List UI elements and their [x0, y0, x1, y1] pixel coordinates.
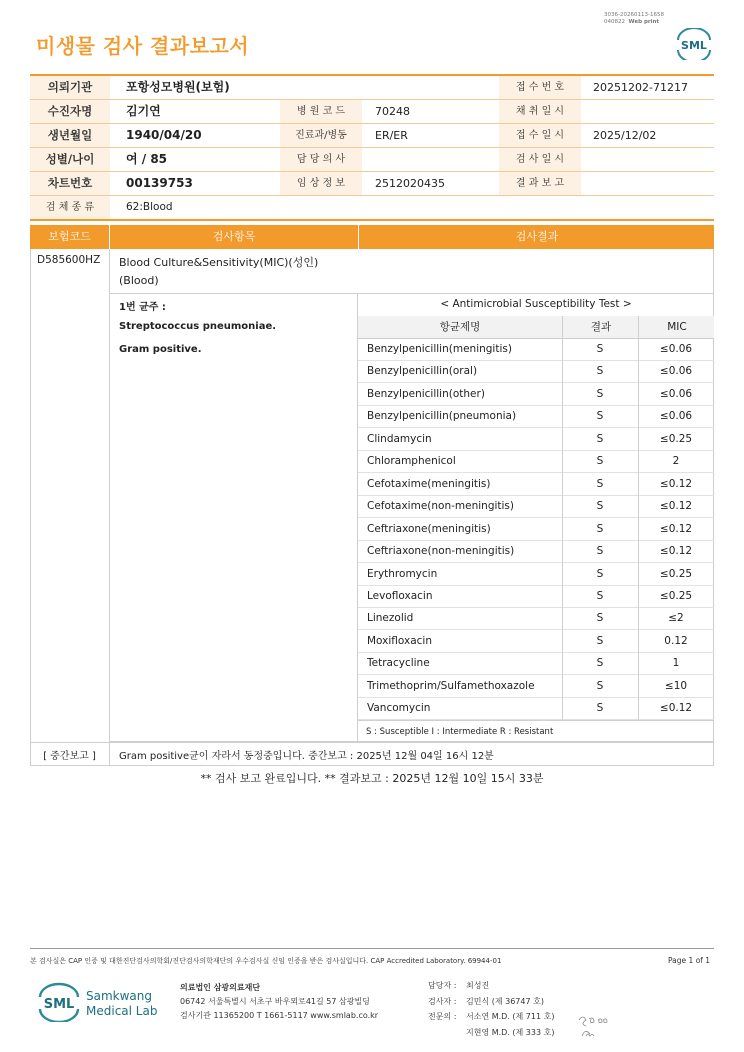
ast-drug: Ceftriaxone(meningitis) — [367, 522, 491, 535]
ast-drug: Vancomycin — [367, 702, 431, 715]
ast-header-row — [358, 316, 714, 339]
ast-result: S — [596, 634, 604, 647]
ast-mic: ≤0.25 — [659, 432, 693, 445]
ast-row — [358, 652, 714, 675]
ast-result: S — [596, 545, 604, 558]
specimen-no-value: 20251202-71217 — [593, 81, 688, 94]
dept-label: 진료과/병동 — [280, 124, 362, 147]
ast-row — [358, 495, 714, 518]
ast-title: < Antimicrobial Susceptibility Test > — [358, 293, 714, 317]
ast-mic: 2 — [672, 455, 680, 468]
ast-mic: ≤0.12 — [659, 500, 693, 513]
ast-row — [358, 405, 714, 428]
ast-mic: ≤10 — [664, 679, 688, 692]
svg-text:SML: SML — [681, 39, 707, 52]
staff-entry — [428, 1011, 554, 1022]
ast-col-drug: 항균제명 — [439, 321, 481, 333]
info-row-1 — [30, 74, 714, 100]
ast-drug: Trimethoprim/Sulfamethoxazole — [367, 679, 535, 692]
dept-value: ER/ER — [375, 129, 408, 142]
org-name-line2: Medical Lab — [86, 1004, 158, 1018]
ast-drug: Chloramphenicol — [367, 455, 456, 468]
test-name: Blood Culture&Sensitivity(MIC)(성인) — [119, 256, 319, 269]
ast-row — [358, 630, 714, 653]
ast-result: S — [596, 432, 604, 445]
ast-mic: ≤0.12 — [659, 545, 693, 558]
ast-row — [358, 473, 714, 496]
col-item-header: 검사항목 — [109, 225, 358, 249]
ast-result: S — [596, 477, 604, 490]
ast-result: S — [596, 567, 604, 580]
ast-result: S — [596, 410, 604, 423]
chart-no-label: 차트번호 — [30, 172, 110, 195]
ast-body — [358, 338, 714, 720]
staff-entry — [428, 996, 544, 1007]
divider — [109, 742, 110, 766]
ast-drug: Benzylpenicillin(meningitis) — [367, 343, 512, 355]
ast-drug: Erythromycin — [367, 567, 438, 580]
svg-text:SML: SML — [43, 997, 75, 1012]
organism-label: 1번 균주 : — [119, 302, 166, 313]
test-specimen: (Blood) — [119, 274, 159, 287]
page-number: Page 1 of 1 — [668, 956, 711, 965]
requester-value: 포항성모병원(보험) — [126, 80, 230, 94]
organism-name: Streptococcus pneumoniae. — [119, 321, 277, 332]
footer-divider — [30, 948, 714, 949]
col-result-header: 검사결과 — [358, 225, 715, 249]
ast-row — [358, 450, 714, 473]
ast-mic: ≤2 — [668, 612, 684, 625]
dob-label: 생년월일 — [30, 124, 110, 147]
contact: 검사기관 11365200 T 1661-5117 www.smlab.co.kr — [180, 1011, 379, 1020]
ast-row — [358, 383, 714, 406]
ast-row — [358, 338, 714, 361]
divider — [562, 316, 563, 720]
name-value: 김기연 — [126, 104, 161, 118]
specimen-type-value: 62:Blood — [126, 201, 173, 213]
ast-result: S — [596, 365, 604, 378]
ast-mic: ≤0.06 — [659, 343, 693, 355]
patient-info-table — [30, 74, 714, 221]
staff-list — [428, 980, 598, 1044]
ast-result: S — [596, 679, 604, 692]
ast-result: S — [596, 522, 604, 535]
specimen-no-label: 접 수 번 호 — [499, 76, 581, 99]
clinical-value: 2512020435 — [375, 177, 445, 190]
sml-footer-logo — [36, 982, 82, 1022]
ast-row — [358, 428, 714, 451]
hospital-code-label: 병 원 코 드 — [280, 100, 362, 123]
specimen-type-label: 검 체 종 류 — [30, 196, 110, 219]
report-label: 결 과 보 고 — [499, 172, 581, 195]
doctor-label: 담 당 의 사 — [280, 148, 362, 171]
foundation-name: 의료법인 삼광의료재단 — [180, 983, 261, 992]
col-code-header: 보험코드 — [48, 230, 91, 243]
web-print-stamp: 3036-20260113-1658 040822 Web print — [604, 12, 664, 25]
staff-role: 담당자 : — [428, 981, 457, 990]
ast-col-mic: MIC — [638, 316, 715, 338]
clinical-label: 임 상 정 보 — [280, 172, 362, 195]
ast-mic: 1 — [672, 657, 680, 670]
ast-col-result: 결과 — [562, 316, 639, 338]
ast-drug: Clindamycin — [367, 432, 432, 445]
info-row-4 — [30, 148, 714, 172]
receive-date-value: 2025/12/02 — [593, 129, 657, 142]
collect-date-value — [585, 100, 713, 123]
ast-mic: ≤0.06 — [659, 387, 693, 400]
requester-label: 의뢰기관 — [30, 76, 110, 99]
staff-entry — [428, 980, 489, 991]
ast-result: S — [596, 387, 604, 400]
report-title: 미생물 검사 결과보고서 — [36, 34, 250, 58]
ast-result: S — [596, 702, 604, 715]
interim-label: [ 중간보고 ] — [43, 751, 96, 762]
chart-no-value: 00139753 — [126, 176, 193, 190]
ast-table — [358, 293, 714, 742]
name-label: 수진자명 — [30, 100, 110, 123]
org-name-line1: Samkwang — [86, 989, 152, 1003]
gram-stain: Gram positive. — [119, 344, 202, 355]
ast-mic: ≤0.12 — [659, 477, 693, 490]
signature — [576, 1010, 610, 1040]
ast-mic: ≤0.12 — [659, 522, 693, 535]
staff-entry — [428, 1027, 554, 1038]
ast-drug: Linezolid — [367, 612, 414, 625]
ast-mic: ≤0.06 — [659, 410, 693, 423]
info-row-3 — [30, 124, 714, 148]
ast-drug: Benzylpenicillin(other) — [367, 387, 485, 400]
results-section — [30, 225, 714, 785]
ast-row — [358, 360, 714, 383]
ast-mic: ≤0.25 — [659, 589, 693, 602]
sex-age-label: 성별/나이 — [30, 148, 110, 171]
ast-mic: ≤0.06 — [659, 365, 693, 378]
hospital-code-value: 70248 — [375, 105, 410, 118]
ast-row — [358, 540, 714, 563]
ast-mic: 0.12 — [664, 634, 688, 647]
sex-age-value: 여 / 85 — [126, 152, 168, 166]
info-row-6 — [30, 196, 714, 221]
ast-result: S — [596, 455, 604, 468]
ast-drug: Benzylpenicillin(oral) — [367, 365, 478, 378]
divider — [638, 316, 639, 720]
staff-role: 검사자 : — [428, 996, 457, 1006]
dob-value: 1940/04/20 — [126, 128, 202, 142]
ast-row — [358, 585, 714, 608]
ast-row — [358, 607, 714, 630]
collect-date-label: 채 취 일 시 — [499, 100, 581, 123]
ast-result: S — [596, 657, 604, 670]
test-date-value — [585, 148, 713, 171]
ast-row — [358, 563, 714, 586]
certification-text: 본 검사실은 CAP 인증 및 대한진단검사의학회/진단검사의학재단의 우수검사실 신임 인증을 받은 검사실입니다. CAP Accredited Laboratory. 69944-01 — [30, 957, 502, 965]
interim-text: Gram positive균이 자라서 동정중입니다. 중간보고 : 2025년 12월 04일 16시 12분 — [119, 751, 494, 762]
sml-logo — [674, 28, 714, 60]
ast-drug: Tetracycline — [367, 657, 430, 670]
info-row-5 — [30, 172, 714, 196]
ast-row — [358, 675, 714, 698]
ast-result: S — [596, 500, 604, 513]
test-date-label: 검 사 일 시 — [499, 148, 581, 171]
ast-drug: Cefotaxime(meningitis) — [367, 477, 491, 490]
ast-drug: Moxifloxacin — [367, 634, 432, 647]
info-row-2 — [30, 100, 714, 124]
ast-drug: Benzylpenicillin(pneumonia) — [367, 410, 517, 423]
ast-drug: Levofloxacin — [367, 589, 433, 602]
final-report-text: ** 검사 보고 완료입니다. ** 결과보고 : 2025년 12월 10일 15시 33분 — [200, 772, 544, 785]
staff-role: 전문의 : — [428, 1012, 457, 1021]
ast-result: S — [596, 612, 604, 625]
ast-drug: Ceftriaxone(non-meningitis) — [367, 545, 515, 558]
results-header — [30, 225, 714, 249]
address: 06742 서울특별시 서초구 바우뫼로41길 57 삼광빌딩 — [180, 997, 370, 1006]
ast-drug: Cefotaxime(non-meningitis) — [367, 500, 514, 513]
ast-legend: S : Susceptible I : Intermediate R : Resistant — [358, 720, 714, 742]
staff-name: 김민식 (제 36747 호) — [466, 996, 544, 1006]
ast-row — [358, 697, 714, 720]
receive-date-label: 접 수 일 시 — [499, 124, 581, 147]
ast-mic: ≤0.25 — [659, 567, 693, 580]
ast-result: S — [596, 589, 604, 602]
report-value — [585, 172, 713, 195]
ast-mic: ≤0.12 — [659, 702, 693, 715]
doctor-value — [367, 148, 495, 171]
insurance-code: D585600HZ — [37, 254, 101, 266]
ast-row — [358, 518, 714, 541]
ast-result: S — [596, 343, 604, 355]
staff-name: 서소연 M.D. (제 711 호) — [466, 1012, 555, 1021]
staff-name: 최성진 — [466, 981, 490, 990]
staff-name: 지현영 M.D. (제 333 호) — [466, 1027, 555, 1037]
